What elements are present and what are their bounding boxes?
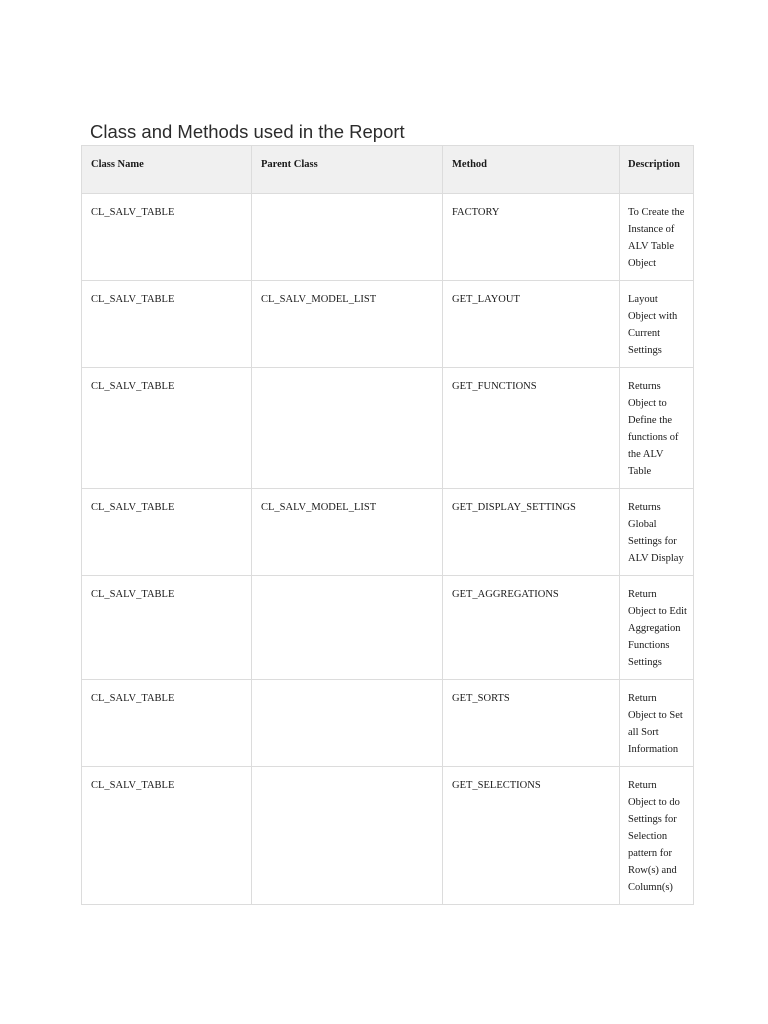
header-parent-class: Parent Class xyxy=(252,146,443,194)
cell-method: GET_AGGREGATIONS xyxy=(443,576,620,680)
cell-method: GET_DISPLAY_SETTINGS xyxy=(443,489,620,576)
cell-parent-class xyxy=(252,767,443,905)
cell-class-name: CL_SALV_TABLE xyxy=(82,281,252,368)
header-method: Method xyxy=(443,146,620,194)
cell-class-name: CL_SALV_TABLE xyxy=(82,194,252,281)
table-row xyxy=(82,281,694,368)
table-header-row xyxy=(82,146,694,194)
cell-method: GET_LAYOUT xyxy=(443,281,620,368)
header-class-name: Class Name xyxy=(82,146,252,194)
cell-description: To Create the Instance of ALV Table Object xyxy=(620,194,694,281)
cell-description: Returns Global Settings for ALV Display xyxy=(620,489,694,576)
table-row xyxy=(82,194,694,281)
cell-parent-class xyxy=(252,576,443,680)
cell-description: Return Object to Edit Aggregation Functions Settings xyxy=(620,576,694,680)
cell-method: GET_SELECTIONS xyxy=(443,767,620,905)
cell-description: Return Object to do Settings for Selection pattern for Row(s) and Column(s) xyxy=(620,767,694,905)
table-row xyxy=(82,767,694,905)
cell-class-name: CL_SALV_TABLE xyxy=(82,489,252,576)
cell-method: FACTORY xyxy=(443,194,620,281)
cell-class-name: CL_SALV_TABLE xyxy=(82,368,252,489)
table-row xyxy=(82,576,694,680)
methods-table xyxy=(81,145,694,905)
cell-parent-class: CL_SALV_MODEL_LIST xyxy=(252,281,443,368)
table-row xyxy=(82,368,694,489)
cell-parent-class xyxy=(252,194,443,281)
cell-parent-class xyxy=(252,680,443,767)
cell-description: Layout Object with Current Settings xyxy=(620,281,694,368)
header-description: Description xyxy=(620,146,694,194)
document-title: Class and Methods used in the Report xyxy=(90,121,405,142)
cell-class-name: CL_SALV_TABLE xyxy=(82,680,252,767)
cell-class-name: CL_SALV_TABLE xyxy=(82,576,252,680)
table-row xyxy=(82,680,694,767)
table-row xyxy=(82,489,694,576)
cell-description: Returns Object to Define the functions of the ALV Table xyxy=(620,368,694,489)
cell-method: GET_FUNCTIONS xyxy=(443,368,620,489)
cell-description: Return Object to Set all Sort Information xyxy=(620,680,694,767)
cell-class-name: CL_SALV_TABLE xyxy=(82,767,252,905)
cell-parent-class: CL_SALV_MODEL_LIST xyxy=(252,489,443,576)
cell-method: GET_SORTS xyxy=(443,680,620,767)
cell-parent-class xyxy=(252,368,443,489)
